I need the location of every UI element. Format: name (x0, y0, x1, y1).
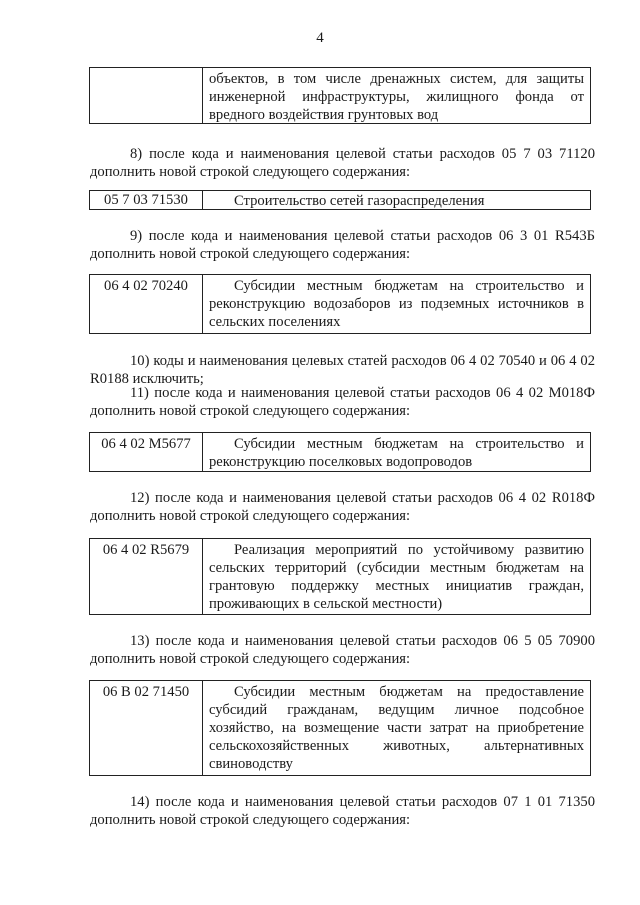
instruction-paragraph: 11) после кода и наименования целевой статьи расходов 06 4 02 М018Ф дополнить новой строкой следующего содержания: (90, 385, 595, 419)
table-row (89, 190, 591, 210)
instruction-paragraph: 10) коды и наименования целевых статей расходов 06 4 02 70540 и 06 4 02 R0188 исключить; (90, 353, 595, 387)
code-cell: 06 4 02 M5677 (90, 433, 203, 471)
code-cell (90, 68, 203, 123)
description-cell: Субсидии местным бюджетам на строительство и реконструкцию поселковых водопроводов (209, 436, 584, 470)
code-cell: 06 В 02 71450 (90, 681, 203, 775)
description-cell: Реализация мероприятий по устойчивому развитию сельских территорий (субсидии местным бюджетам на грантовую поддержку местных инициатив граждан, проживающих в сельской местности) (209, 542, 584, 612)
instruction-paragraph: 9) после кода и наименования целевой статьи расходов 06 3 01 R543Б дополнить новой строкой следующего содержания: (90, 228, 595, 262)
code-cell: 06 4 02 R5679 (90, 539, 203, 614)
description-cell: Субсидии местным бюджетам на предоставление субсидий гражданам, ведущим личное подсобное хозяйство, на возмещение части затрат на приобретение сельскохозяйственных животных, альтернативных свиноводству (209, 684, 584, 772)
table-row (89, 274, 591, 334)
instruction-paragraph: 12) после кода и наименования целевой статьи расходов 06 4 02 R018Ф дополнить новой строкой следующего содержания: (90, 490, 595, 524)
instruction-paragraph: 8) после кода и наименования целевой статьи расходов 05 7 03 71120 дополнить новой строкой следующего содержания: (90, 146, 595, 180)
code-cell: 06 4 02 70240 (90, 275, 203, 333)
table-row-continuation (89, 67, 591, 124)
instruction-paragraph: 13) после кода и наименования целевой статьи расходов 06 5 05 70900 дополнить новой строкой следующего содержания: (90, 633, 595, 667)
table-row (89, 680, 591, 776)
table-row (89, 538, 591, 615)
description-cell: Субсидии местным бюджетам на строительство и реконструкцию водозаборов из подземных источников в сельских поселениях (209, 278, 584, 330)
code-cell: 05 7 03 71530 (90, 191, 203, 209)
description-cell: объектов, в том числе дренажных систем, для защиты инженерной инфраструктуры, жилищного фонда от вредного воздействия грунтовых вод (209, 71, 584, 123)
page-number: 4 (316, 30, 324, 46)
instruction-paragraph: 14) после кода и наименования целевой статьи расходов 07 1 01 71350 дополнить новой строкой следующего содержания: (90, 794, 595, 828)
table-row (89, 432, 591, 472)
description-cell: Строительство сетей газораспределения (234, 193, 485, 209)
